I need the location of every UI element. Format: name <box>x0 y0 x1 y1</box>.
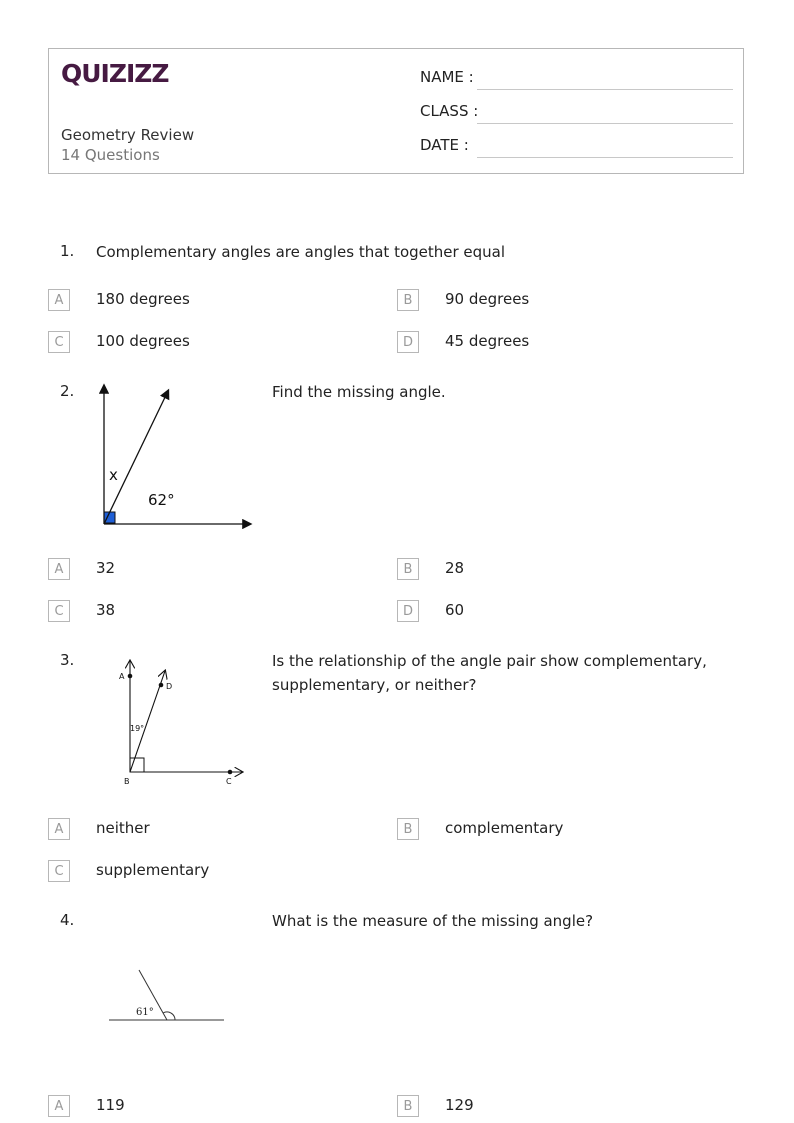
q1-option-c[interactable] <box>48 331 348 355</box>
angle-61-label: 61° <box>136 1007 154 1018</box>
worksheet-header <box>48 48 744 174</box>
question-3-text-line-1: Is the relationship of the angle pair show complementary, <box>272 652 707 670</box>
question-4-text: What is the measure of the missing angle? <box>272 912 594 930</box>
option-text: 45 degrees <box>445 332 530 350</box>
option-text: 28 <box>445 559 465 577</box>
option-letter-box[interactable]: A <box>48 558 70 580</box>
label-d: D <box>166 682 173 691</box>
question-count: 14 Questions <box>61 146 160 164</box>
q3-option-b[interactable] <box>397 818 697 842</box>
date-label: DATE : <box>420 136 469 154</box>
q1-option-b[interactable] <box>397 289 697 313</box>
option-text: neither <box>96 819 150 837</box>
question-2-text: Find the missing angle. <box>272 383 446 401</box>
angle-x-label: x <box>109 466 118 484</box>
option-text: 180 degrees <box>96 290 190 308</box>
q2-option-a[interactable] <box>48 558 348 582</box>
q3-option-c[interactable] <box>48 860 348 884</box>
option-text: supplementary <box>96 861 210 879</box>
question-4-number: 4. <box>60 911 75 929</box>
option-text: 119 <box>96 1096 125 1114</box>
class-field[interactable] <box>420 102 733 124</box>
point-d <box>159 683 164 688</box>
q2-angle-figure <box>90 378 260 533</box>
quiz-title: Geometry Review <box>61 126 195 144</box>
class-line[interactable] <box>477 123 733 124</box>
option-letter-box[interactable]: B <box>397 818 419 840</box>
name-label: NAME : <box>420 68 474 86</box>
question-3-number: 3. <box>60 651 75 669</box>
point-c <box>228 770 233 775</box>
q1-option-d[interactable] <box>397 331 697 355</box>
option-letter-box[interactable]: C <box>48 860 70 882</box>
q4-option-a[interactable] <box>48 1095 348 1119</box>
question-1-text: Complementary angles are angles that together equal <box>96 243 506 261</box>
q2-option-c[interactable] <box>48 600 348 624</box>
option-text: 60 <box>445 601 465 619</box>
date-line[interactable] <box>477 157 733 158</box>
option-text: 38 <box>96 601 116 619</box>
q1-option-a[interactable] <box>48 289 348 313</box>
label-b: B <box>124 777 130 786</box>
date-field[interactable] <box>420 136 733 158</box>
option-letter-box[interactable]: D <box>397 331 419 353</box>
name-field[interactable] <box>420 68 733 90</box>
option-letter-box[interactable]: C <box>48 600 70 622</box>
angle-19-label: 19° <box>130 724 145 733</box>
option-text: 32 <box>96 559 116 577</box>
option-letter-box[interactable]: A <box>48 289 70 311</box>
option-text: complementary <box>445 819 564 837</box>
option-letter-box[interactable]: A <box>48 1095 70 1117</box>
option-letter-box[interactable]: B <box>397 289 419 311</box>
point-a <box>128 674 133 679</box>
label-a: A <box>119 672 125 681</box>
name-line[interactable] <box>477 89 733 90</box>
q3-option-a[interactable] <box>48 818 348 842</box>
option-letter-box[interactable]: D <box>397 600 419 622</box>
label-c: C <box>226 777 232 786</box>
question-2-number: 2. <box>60 382 75 400</box>
option-text: 100 degrees <box>96 332 190 350</box>
q4-option-b[interactable] <box>397 1095 697 1119</box>
option-text: 129 <box>445 1096 474 1114</box>
question-1-number: 1. <box>60 242 75 260</box>
class-label: CLASS : <box>420 102 479 120</box>
option-letter-box[interactable]: C <box>48 331 70 353</box>
q2-option-b[interactable] <box>397 558 697 582</box>
angle-62-label: 62° <box>148 491 175 509</box>
q3-angle-figure <box>115 655 250 790</box>
option-letter-box[interactable]: A <box>48 818 70 840</box>
q2-option-d[interactable] <box>397 600 697 624</box>
question-3-text-line-2: supplementary, or neither? <box>272 676 477 694</box>
q4-angle-figure <box>105 965 230 1025</box>
quizizz-logo: QUIZIZZ <box>61 59 169 88</box>
option-text: 90 degrees <box>445 290 530 308</box>
option-letter-box[interactable]: B <box>397 1095 419 1117</box>
option-letter-box[interactable]: B <box>397 558 419 580</box>
